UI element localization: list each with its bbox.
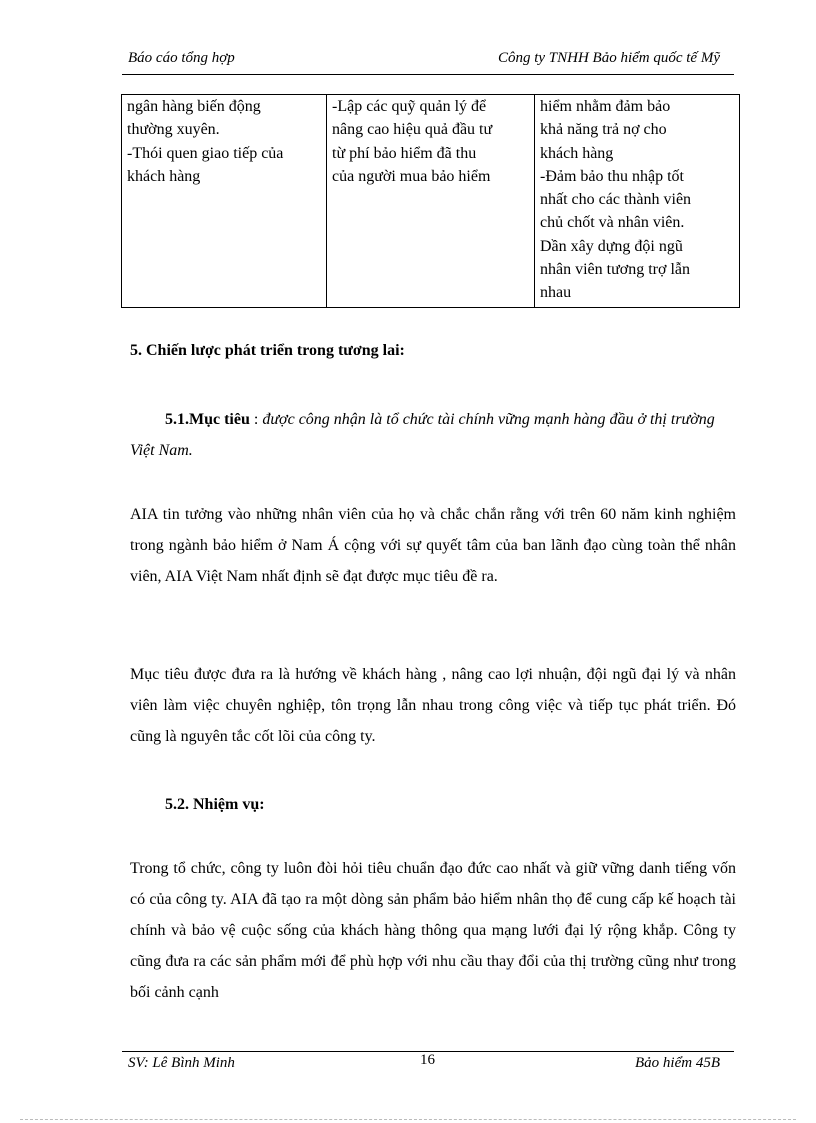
footer-student-name: SV: Lê Bình Minh xyxy=(128,1055,235,1071)
page-header xyxy=(122,48,734,75)
continued-table xyxy=(121,94,740,308)
table-cell-risks xyxy=(122,95,327,308)
cell-line: -Đảm bảo thu nhập tốt xyxy=(540,167,684,185)
header-company-name: Công ty TNHH Bảo hiểm quốc tế Mỹ xyxy=(497,50,720,66)
cell-line: chủ chốt và nhân viên. xyxy=(540,214,685,232)
cell-line: từ phí bảo hiểm đã thu xyxy=(332,144,477,162)
objective-text: được công nhận là tổ chức tài chính vững mạnh hàng đầu ở thị trường Việt Nam. xyxy=(130,411,715,459)
cell-line: Dần xây dựng đội ngũ xyxy=(540,237,683,255)
cell-line: của người mua bảo hiểm xyxy=(332,167,491,185)
cell-line: nhân viên tương trợ lẫn xyxy=(540,261,691,279)
objective-separator: : xyxy=(249,411,263,428)
paragraph-mission: Trong tổ chức, công ty luôn đòi hỏi tiêu chuẩn đạo đức cao nhất và giữ vững danh tiếng vốn có của công ty. AIA đã tạo ra một dòng sản phẩm bảo hiểm nhân thọ để cung cấp kế hoạch tài chính và bảo vệ cuộc sống của khách hàng thông qua mạng lưới đại lý rộng khắp. Công ty cũng đưa ra các sản phẩm mới để phù hợp với nhu cầu thay đổi của thị trường cũng như trong bối cảnh cạnh xyxy=(130,860,736,1001)
cell-line: hiểm nhằm đảm bảo xyxy=(540,98,671,115)
objective-paragraph xyxy=(130,404,736,466)
cell-line: khách hàng xyxy=(540,144,614,162)
page-edge-divider xyxy=(20,1119,796,1120)
cell-line: nhất cho các thành viên xyxy=(540,191,692,209)
page-footer xyxy=(122,1051,734,1080)
cell-line: nhau xyxy=(540,284,572,302)
cell-line: khách hàng xyxy=(127,167,201,185)
footer-page-number: 16 xyxy=(420,1052,435,1068)
table-row xyxy=(122,95,740,308)
footer-class-name: Bảo hiểm 45B xyxy=(635,1055,720,1071)
paragraph-aia-trust: AIA tin tưởng vào những nhân viên của họ và chắc chắn rằng với trên 60 năm kinh nghiệm trong ngành bảo hiểm ở Nam Á cộng với sự quyết tâm của ban lãnh đạo cùng toàn thể nhân viên, AIA Việt Nam nhất định sẽ đạt được mục tiêu đề ra. xyxy=(130,506,736,585)
table-cell-goals xyxy=(535,95,740,308)
header-report-title: Báo cáo tổng hợp xyxy=(128,50,235,66)
cell-line: khả năng trả nợ cho xyxy=(540,121,667,139)
cell-line: nâng cao hiệu quả đầu tư xyxy=(332,121,493,139)
cell-line: thường xuyên. xyxy=(127,121,220,139)
objective-label: 5.1.Mục tiêu xyxy=(165,411,250,428)
cell-line: -Lập các quỹ quản lý để xyxy=(332,98,487,115)
section-5-heading: 5. Chiến lược phát triển trong tương lai: xyxy=(130,342,405,359)
mission-heading: 5.2. Nhiệm vụ: xyxy=(165,796,265,813)
cell-line: -Thói quen giao tiếp của xyxy=(127,144,284,162)
cell-line: ngân hàng biến động xyxy=(127,98,261,115)
table-cell-solutions xyxy=(327,95,535,308)
paragraph-objective-details: Mục tiêu được đưa ra là hướng về khách hàng , nâng cao lợi nhuận, đội ngũ đại lý và nhân viên làm việc chuyên nghiệp, tôn trọng lẫn nhau trong công việc và tiếp tục phát triển. Đó cũng là nguyên tắc cốt lõi của công ty. xyxy=(130,666,736,745)
